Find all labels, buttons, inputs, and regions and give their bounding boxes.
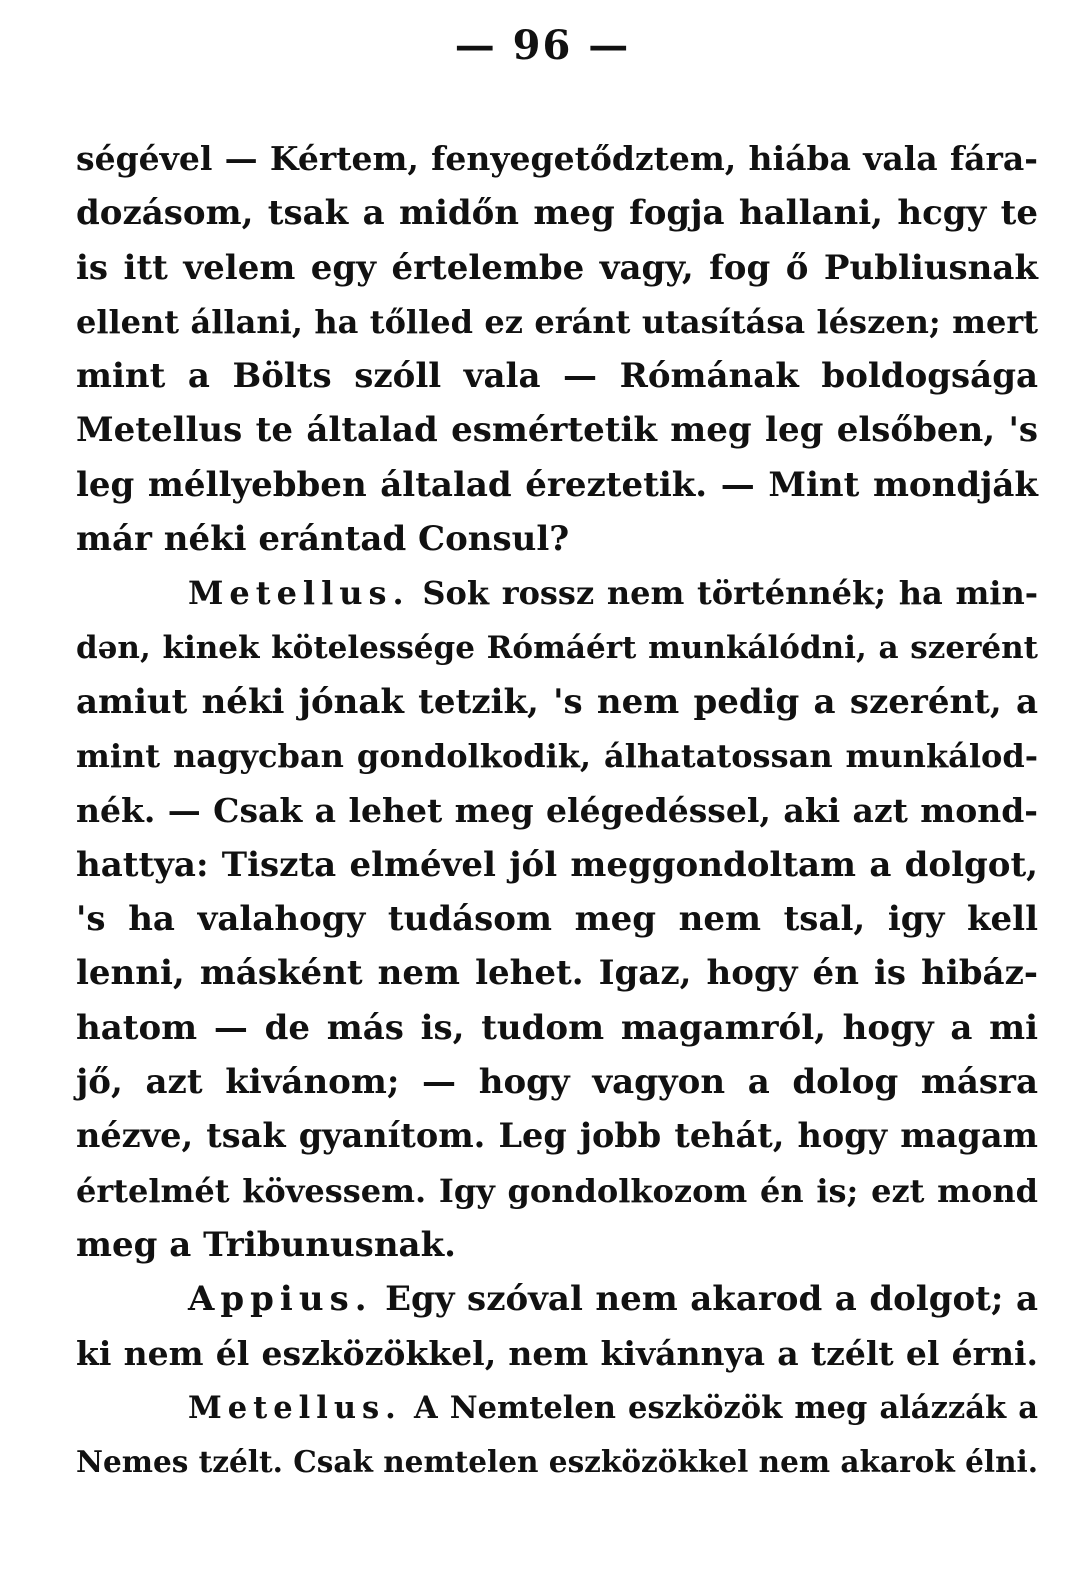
speech-first-line xyxy=(76,1272,1038,1326)
text-line: nézve, tsak gyanítom. Leg jobb tehát, hogy magam xyxy=(76,1116,1038,1156)
text-line: mint a Bölts szóll vala — Rómának boldogsága xyxy=(76,356,1038,397)
text-line: ki nem él eszközökkel, nem kivánnya a tzélt el érni. xyxy=(76,1333,1038,1373)
text-line: lenni, másként nem lehet. Igaz, hogy én is hibáz- xyxy=(76,953,1038,994)
page-number: — 96 — xyxy=(454,22,631,69)
text-line: értelmét kövessem. Igy gondolkozom én is; ezt mond xyxy=(76,1171,1038,1210)
text-line: meg a Tribunusnak. xyxy=(76,1224,456,1265)
page-body xyxy=(76,132,1038,1489)
speech-first-line xyxy=(76,566,1038,620)
text-line: ségével — Kértem, fenyegetődztem, hiába vala fára- xyxy=(76,139,1038,178)
text-line: jő, azt kivánom; — hogy vagyon a dolog másra xyxy=(76,1062,1038,1103)
speech-text: Egy szóval nem akarod a dolgot; a xyxy=(385,1279,1038,1320)
text-line: is itt velem egy értelembe vagy, fog ő Publiusnak xyxy=(76,247,1038,288)
text-line: nék. — Csak a lehet meg elégedéssel, aki azt mond- xyxy=(76,790,1038,830)
text-line: dən, kinek kötelessége Rómáért munkálódni, a szerént xyxy=(76,629,1038,666)
text-line: már néki erántad Consul? xyxy=(76,519,570,560)
speech-first-line xyxy=(76,1381,1038,1435)
text-line: leg méllyebben általad éreztetik. — Mint mondják xyxy=(76,464,1038,505)
speech-text: A Nemtelen eszközök meg alázzák a xyxy=(413,1389,1038,1426)
text-line: Nemes tzélt. Csak nemtelen eszközökkel nem akarok élni. xyxy=(76,1444,1038,1480)
text-line: ellent állani, ha tőlled ez eránt utasítása lészen; mert xyxy=(76,302,1038,341)
speaker-name: Metellus. xyxy=(188,1389,402,1426)
text-line: hattya: Tiszta elmével jól meggondoltam a dolgot, xyxy=(76,844,1038,885)
text-line: Metellus te általad esmértetik meg leg elsőben, 's xyxy=(76,410,1038,451)
speech-text: Sok rossz nem történnék; ha min- xyxy=(422,574,1039,613)
text-line: dozásom, tsak a midőn meg fogja hallani, hcgy te xyxy=(76,193,1038,234)
speaker-name: Metellus. xyxy=(188,574,410,613)
text-line: mint nagycban gondolkodik, álhatatossan munkálod- xyxy=(76,737,1038,776)
text-line: 's ha valahogy tudásom meg nem tsal, igy kell xyxy=(76,899,1038,940)
speaker-name: Appius. xyxy=(188,1279,373,1320)
text-line: hatom — de más is, tudom magamról, hogy a mi xyxy=(76,1007,1038,1048)
text-line: amiut néki jónak tetzik, 's nem pedig a szerént, a xyxy=(76,681,1038,722)
